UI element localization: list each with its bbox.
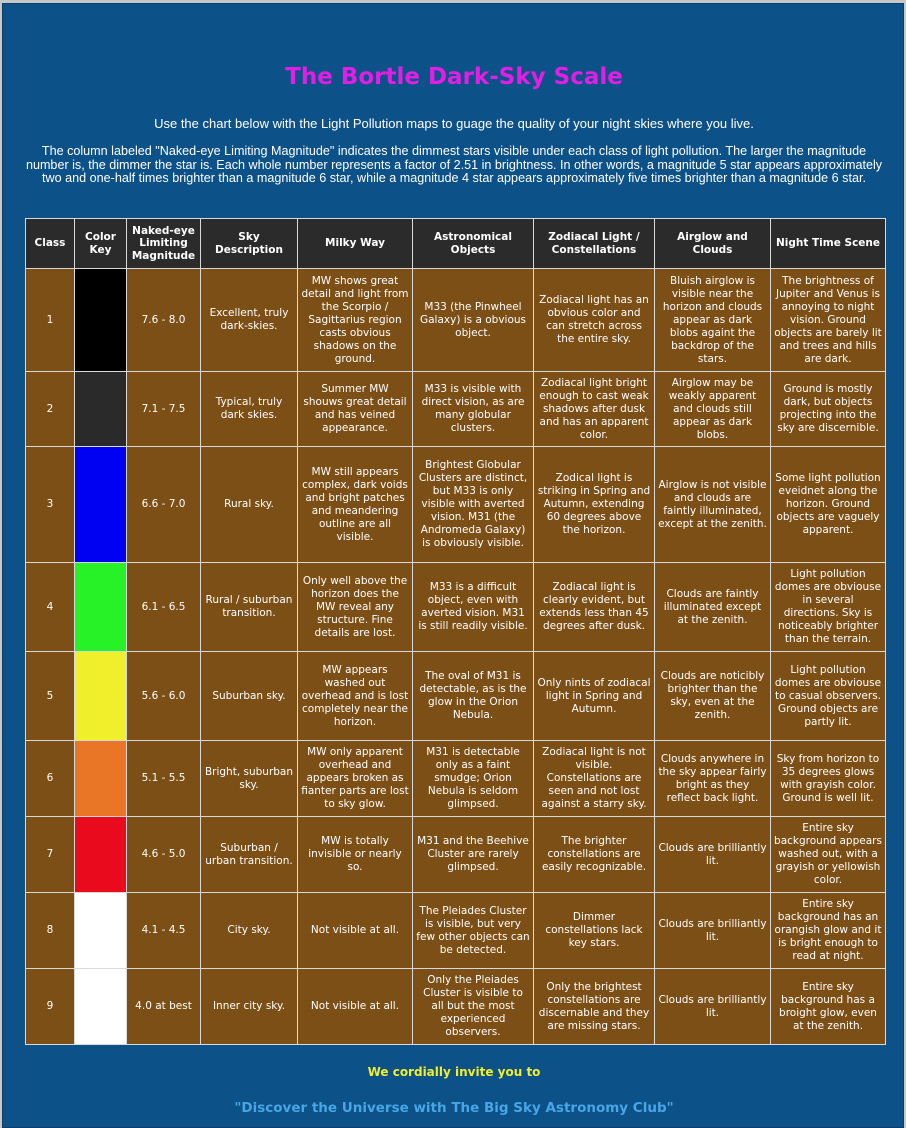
milky-way-cell: Only well above the horizon does the MW reveal any structure. Fine details are lost. (298, 563, 413, 652)
bortle-scale-table (25, 218, 886, 1045)
airglow-cell: Clouds are brilliantly lit. (655, 817, 771, 893)
magnitude-cell: 4.0 at best (127, 969, 201, 1045)
table-row (26, 652, 886, 741)
night-scene-cell: Entire sky background appears washed out, with a grayish or yellowish color. (771, 817, 886, 893)
table-row (26, 817, 886, 893)
night-scene-cell: The brightness of Jupiter and Venus is annoying to night vision. Ground objects are barely lit and trees and hills are dark. (771, 269, 886, 372)
magnitude-cell: 6.1 - 6.5 (127, 563, 201, 652)
sky-description-cell: Bright, suburban sky. (201, 741, 298, 817)
sky-description-cell: Rural sky. (201, 447, 298, 563)
table-row (26, 893, 886, 969)
class-cell: 9 (26, 969, 75, 1045)
sky-description-cell: City sky. (201, 893, 298, 969)
airglow-cell: Airglow is not visible and clouds are faintly illuminated, except at the zenith. (655, 447, 771, 563)
milky-way-cell: MW only apparent overhead and appears broken as fianter parts are lost to sky glow. (298, 741, 413, 817)
magnitude-cell: 7.1 - 7.5 (127, 372, 201, 447)
header-color-key: Color Key (75, 219, 127, 269)
color-key-swatch (75, 893, 127, 969)
class-cell: 2 (26, 372, 75, 447)
magnitude-cell: 6.6 - 7.0 (127, 447, 201, 563)
header-milky-way: Milky Way (298, 219, 413, 269)
astronomical-objects-cell: M31 is detectable only as a faint smudge; Orion Nebula is seldom glimpsed. (413, 741, 534, 817)
color-key-swatch (75, 652, 127, 741)
night-scene-cell: Light pollution domes are obviouse to casual observers. Ground objects are partly lit. (771, 652, 886, 741)
invite-text: We cordially invite you to (367, 1065, 541, 1079)
astronomical-objects-cell: M31 and the Beehive Cluster are rarely glimpsed. (413, 817, 534, 893)
intro-text: Use the chart below with the Light Pollution maps to guage the quality of your night skies where you live. (154, 116, 754, 131)
airglow-cell: Airglow may be weakly apparent and clouds still appear as dark blobs. (655, 372, 771, 447)
milky-way-cell: MW appears washed out overhead and is lost completely near the horizon. (298, 652, 413, 741)
color-key-swatch (75, 563, 127, 652)
airglow-cell: Clouds anywhere in the sky appear fairly bright as they reflect back light. (655, 741, 771, 817)
magnitude-cell: 4.6 - 5.0 (127, 817, 201, 893)
milky-way-cell: MW shows great detail and light from the Scorpio / Sagittarius region casts obvious shadows on the ground. (298, 269, 413, 372)
astronomical-objects-cell: The oval of M31 is detectable, as is the glow in the Orion Nebula. (413, 652, 534, 741)
airglow-cell: Clouds are brilliantly lit. (655, 969, 771, 1045)
zodiacal-light-cell: Only nints of zodiacal light in Spring and Autumn. (534, 652, 655, 741)
table-row (26, 269, 886, 372)
class-cell: 3 (26, 447, 75, 563)
table-row (26, 372, 886, 447)
sky-description-cell: Suburban / urban transition. (201, 817, 298, 893)
astronomical-objects-cell: M33 is a difficult object, even with averted vision. M31 is still readily visible. (413, 563, 534, 652)
header-zodiacal-light: Zodiacal Light / Constellations (534, 219, 655, 269)
zodiacal-light-cell: Zodiacal light is clearly evident, but extends less than 45 degrees after dusk. (534, 563, 655, 652)
magnitude-cell: 7.6 - 8.0 (127, 269, 201, 372)
sky-description-cell: Rural / suburban transition. (201, 563, 298, 652)
airglow-cell: Clouds are brilliantly lit. (655, 893, 771, 969)
astronomical-objects-cell: Only the Pleiades Cluster is visible to all but the most experienced observers. (413, 969, 534, 1045)
night-scene-cell: Entire sky background has an orangish glow and it is bright enough to read at night. (771, 893, 886, 969)
astronomical-objects-cell: M33 (the Pinwheel Galaxy) is a obvious object. (413, 269, 534, 372)
night-scene-cell: Entire sky background has a broight glow, even at the zenith. (771, 969, 886, 1045)
class-cell: 8 (26, 893, 75, 969)
class-cell: 4 (26, 563, 75, 652)
zodiacal-light-cell: Zodiacal light bright enough to cast weak shadows after dusk and has an apparent color. (534, 372, 655, 447)
page-frame (2, 3, 904, 1128)
milky-way-cell: MW still appears complex, dark voids and bright patches and meandering outline are all visible. (298, 447, 413, 563)
table-row (26, 969, 886, 1045)
sky-description-cell: Inner city sky. (201, 969, 298, 1045)
color-key-swatch (75, 817, 127, 893)
color-key-swatch (75, 447, 127, 563)
zodiacal-light-cell: Zodical light is striking in Spring and Autumn, extending 60 degrees above the horizon. (534, 447, 655, 563)
page-title: The Bortle Dark-Sky Scale (285, 64, 623, 90)
astronomical-objects-cell: Brightest Globular Clusters are distinct, but M33 is only visible with averted vision. M31 (the Andromeda Galaxy) is obviously visible. (413, 447, 534, 563)
magnitude-cell: 5.6 - 6.0 (127, 652, 201, 741)
club-name-text: "Discover the Universe with The Big Sky Astronomy Club" (234, 1100, 674, 1116)
class-cell: 1 (26, 269, 75, 372)
sky-description-cell: Suburban sky. (201, 652, 298, 741)
zodiacal-light-cell: Only the brightest constellations are discernable and they are missing stars. (534, 969, 655, 1045)
magnitude-cell: 5.1 - 5.5 (127, 741, 201, 817)
color-key-swatch (75, 269, 127, 372)
color-key-swatch (75, 372, 127, 447)
sky-description-cell: Typical, truly dark skies. (201, 372, 298, 447)
airglow-cell: Bluish airglow is visible near the horizon and clouds appear as dark blobs againt the backdrop of the stars. (655, 269, 771, 372)
airglow-cell: Clouds are noticibly brighter than the sky, even at the zenith. (655, 652, 771, 741)
zodiacal-light-cell: The brighter constellations are easily recognizable. (534, 817, 655, 893)
airglow-cell: Clouds are faintly illuminated except at the zenith. (655, 563, 771, 652)
magnitude-cell: 4.1 - 4.5 (127, 893, 201, 969)
astronomical-objects-cell: M33 is visible with direct vision, as are many globular clusters. (413, 372, 534, 447)
table-row (26, 447, 886, 563)
night-scene-cell: Ground is mostly dark, but objects projecting into the sky are discernible. (771, 372, 886, 447)
explanation-text: The column labeled "Naked-eye Limiting Magnitude" indicates the dimmest stars visible under each class of light pollution. The larger the magnitude number is, the dimmer the star is. Each whole number represents a factor of 2.51 in brightness. In other words, a magnitude 5 star appears approximately two and one-half times brighter than a magnitude 6 star, while a magnitude 4 star appears approximately five times brighter than a magnitude 6 star. (25, 144, 883, 185)
astronomical-objects-cell: The Pleiades Cluster is visible, but very few other objects can be detected. (413, 893, 534, 969)
color-key-swatch (75, 741, 127, 817)
zodiacal-light-cell: Zodiacal light has an obvious color and can stretch across the entire sky. (534, 269, 655, 372)
table-row (26, 741, 886, 817)
header-night-scene: Night Time Scene (771, 219, 886, 269)
milky-way-cell: Not visible at all. (298, 969, 413, 1045)
header-astronomical-objects: Astronomical Objects (413, 219, 534, 269)
night-scene-cell: Some light pollution eveidnet along the horizon. Ground objects are vaguely apparent. (771, 447, 886, 563)
header-airglow: Airglow and Clouds (655, 219, 771, 269)
table-header-row (26, 219, 886, 269)
zodiacal-light-cell: Dimmer constellations lack key stars. (534, 893, 655, 969)
header-class: Class (26, 219, 75, 269)
class-cell: 5 (26, 652, 75, 741)
class-cell: 6 (26, 741, 75, 817)
class-cell: 7 (26, 817, 75, 893)
milky-way-cell: MW is totally invisible or nearly so. (298, 817, 413, 893)
table-row (26, 563, 886, 652)
milky-way-cell: Summer MW shouws great detail and has veined appearance. (298, 372, 413, 447)
sky-description-cell: Excellent, truly dark-skies. (201, 269, 298, 372)
zodiacal-light-cell: Zodiacal light is not visible. Constellations are seen and not lost against a starry sky. (534, 741, 655, 817)
header-magnitude: Naked-eye Limiting Magnitude (127, 219, 201, 269)
night-scene-cell: Light pollution domes are obviouse in several directions. Sky is noticeably brighter than the terrain. (771, 563, 886, 652)
milky-way-cell: Not visible at all. (298, 893, 413, 969)
header-sky-description: Sky Description (201, 219, 298, 269)
color-key-swatch (75, 969, 127, 1045)
night-scene-cell: Sky from horizon to 35 degrees glows with grayish color. Ground is well lit. (771, 741, 886, 817)
